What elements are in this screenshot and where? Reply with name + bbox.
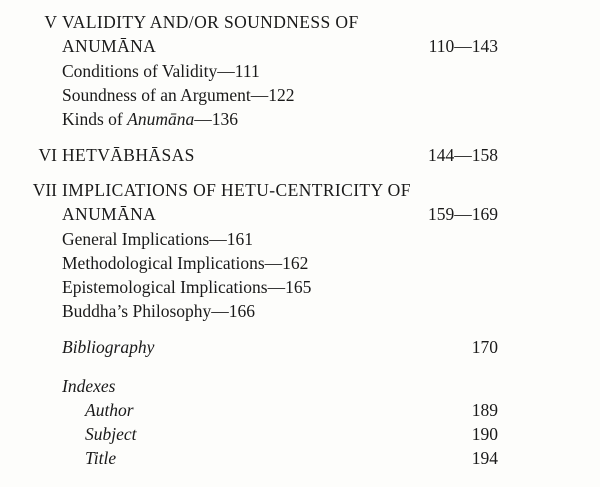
chapter-title-continued: ANUMĀNA [62,36,157,56]
chapter-title: IMPLICATIONS OF HETU-CENTRICITY OF [62,180,411,200]
indexes-label: Indexes [62,376,116,396]
section-entry: General Implications—161 [62,229,253,249]
section-entry: Epistemological Implications—165 [62,277,312,297]
chapter-number: VII [32,180,57,200]
chapter-page-range: 144—158 [428,145,498,165]
chapter-page-range: 110—143 [428,36,498,56]
index-title-page: 194 [471,448,498,468]
bibliography-page: 170 [471,337,498,357]
section-entry: Conditions of Validity—111 [62,61,260,81]
chapter-number: V [44,12,57,32]
chapter-title: VALIDITY AND/OR SOUNDNESS OF [62,12,359,32]
section-entry: Methodological Implications—162 [62,253,309,273]
index-author-label: Author [85,400,134,420]
index-title-label: Title [85,448,117,468]
chapter-title: HETVĀBHĀSAS [62,145,195,165]
index-author-page: 189 [471,400,498,420]
index-subject-page: 190 [471,424,498,444]
chapter-title-continued: ANUMĀNA [62,204,157,224]
section-entry: Soundness of an Argument—122 [62,85,295,105]
bibliography-label: Bibliography [62,337,155,357]
section-entry: Buddha’s Philosophy—166 [62,301,256,321]
chapter-page-range: 159—169 [428,204,498,224]
chapter-number: VI [38,145,57,165]
index-subject-label: Subject [85,424,137,444]
section-entry: Kinds of Anumāna—136 [62,109,238,129]
